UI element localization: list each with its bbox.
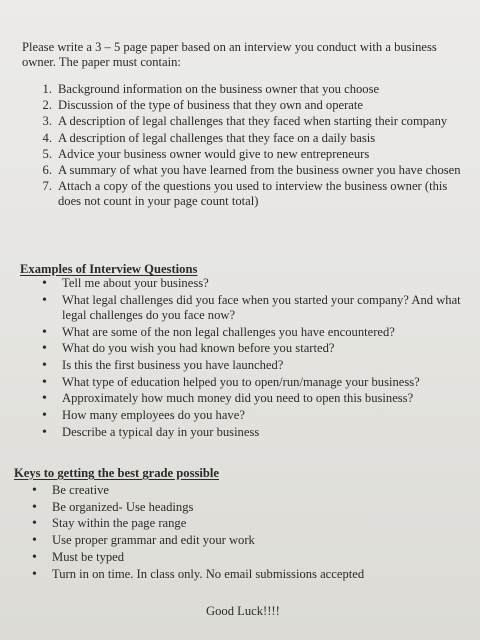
question-item	[42, 325, 462, 340]
key-item	[32, 500, 462, 515]
requirement-number: 7.	[42, 179, 52, 194]
requirement-number: 3.	[42, 114, 52, 129]
requirement-item	[22, 147, 462, 162]
question-item-text: What do you wish you had known before you started?	[62, 341, 335, 356]
bullet-icon: •	[32, 516, 37, 532]
key-item-text: Must be typed	[52, 549, 125, 564]
bullet-icon: •	[42, 374, 47, 390]
question-item	[42, 391, 462, 406]
question-item-text: How many employees do you have?	[62, 408, 245, 423]
question-item	[42, 358, 462, 373]
question-item-text: Describe a typical day in your business	[62, 424, 260, 439]
question-item	[42, 375, 462, 390]
bullet-icon: •	[32, 483, 37, 498]
question-item	[42, 293, 462, 323]
bullet-icon: •	[42, 341, 47, 357]
requirement-item	[22, 131, 462, 146]
question-item-text: What type of education helped you to open/run/manage your business?	[62, 374, 420, 389]
bullet-icon: •	[32, 533, 37, 549]
requirement-number: 5.	[42, 146, 52, 161]
requirement-item	[22, 98, 462, 113]
question-item-text: Is this the first business you have launched?	[62, 358, 284, 373]
requirement-text: Discussion of the type of business that they own and operate	[58, 98, 363, 113]
question-item	[42, 408, 462, 423]
question-item	[42, 425, 462, 440]
requirement-number: 4.	[42, 130, 52, 145]
key-item-text: Be organized- Use headings	[52, 499, 194, 514]
requirement-item	[22, 163, 462, 178]
bullet-icon: •	[42, 358, 47, 374]
requirement-item	[22, 179, 462, 209]
key-item-text: Turn in on time. In class only. No email submissions accepted	[52, 566, 365, 581]
requirement-text: A summary of what you have learned from the business owner you have chosen	[58, 163, 461, 178]
question-item-text: What legal challenges did you face when you started your company? And what legal challenges do you face now?	[62, 292, 461, 322]
bullet-icon: •	[32, 499, 37, 515]
bullet-icon: •	[42, 292, 47, 308]
bullet-icon: •	[42, 391, 47, 407]
question-item-text: What are some of the non legal challenges you have encountered?	[62, 324, 395, 339]
key-item	[32, 533, 462, 548]
interview-questions-list	[42, 276, 462, 442]
requirement-number: 6.	[42, 163, 52, 178]
requirement-text: Advice your business owner would give to new entrepreneurs	[58, 146, 370, 161]
question-item-text: Tell me about your business?	[62, 276, 209, 290]
intro-paragraph: Please write a 3 – 5 page paper based on an interview you conduct with a business owner. The paper must contain:	[22, 40, 437, 70]
requirement-text: Background information on the business owner that you choose	[58, 82, 380, 96]
key-item-text: Stay within the page range	[52, 516, 187, 531]
bullet-icon: •	[42, 408, 47, 424]
keys-list	[32, 483, 462, 583]
bullet-icon: •	[42, 324, 47, 340]
requirement-text: A description of legal challenges that they faced when starting their company	[58, 114, 448, 129]
requirement-text: A description of legal challenges that they face on a daily basis	[58, 130, 376, 145]
key-item	[32, 516, 462, 531]
keys-heading: Keys to getting the best grade possible	[14, 466, 219, 480]
bullet-icon: •	[42, 276, 47, 291]
requirement-number: 1.	[42, 82, 52, 96]
question-item-text: Approximately how much money did you need to open this business?	[62, 391, 414, 406]
requirements-list	[22, 82, 462, 211]
requirement-text: Attach a copy of the questions you used to interview the business owner (this does not count in your page count total)	[58, 179, 448, 209]
bullet-icon: •	[32, 566, 37, 582]
requirement-item	[22, 82, 462, 97]
bullet-icon: •	[32, 549, 37, 565]
question-item	[42, 341, 462, 356]
key-item-text: Use proper grammar and edit your work	[52, 533, 255, 548]
key-item-text: Be creative	[52, 483, 109, 497]
requirement-number: 2.	[42, 98, 52, 113]
key-item	[32, 567, 462, 582]
bullet-icon: •	[42, 424, 47, 440]
key-item	[32, 550, 462, 565]
requirement-item	[22, 114, 462, 129]
closing-text: Good Luck!!!!	[206, 604, 280, 618]
key-item	[32, 483, 462, 498]
question-item	[42, 276, 462, 291]
examples-heading: Examples of Interview Questions	[20, 262, 198, 276]
